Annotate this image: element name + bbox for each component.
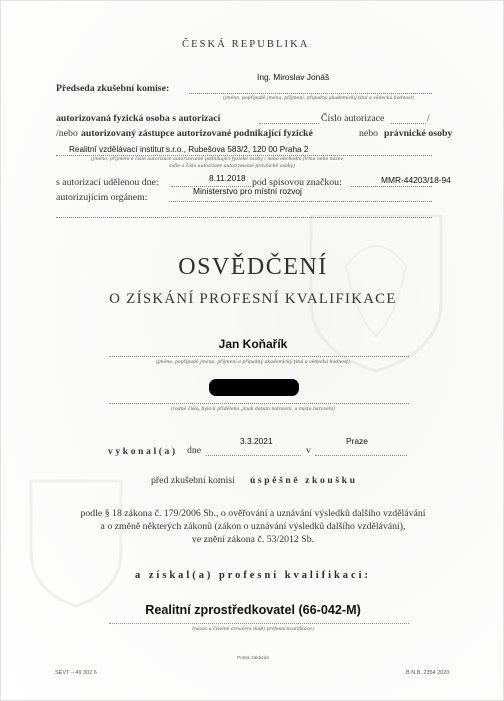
file-number-dotline (351, 186, 432, 187)
exam-place: Praze (346, 436, 368, 446)
qualification-dotline (109, 623, 409, 624)
holder-name-dotline (109, 356, 409, 357)
or-word: nebo (359, 128, 379, 139)
institute-name: Realitní vzdělávací institut s.r.o., Rubešova 583/2, 120 00 Praha 2 (69, 145, 309, 154)
chair-name: Ing. Miroslav Jonáš (257, 72, 330, 82)
chair-label: Předseda zkušební komise: (56, 83, 170, 94)
legal-person-label: právnické osoby (384, 128, 453, 139)
certificate-title: OSVĚDČENÍ (178, 254, 328, 280)
authorization-dotline (259, 123, 319, 124)
exam-place-dotline (315, 455, 407, 456)
granted-date: 8.11.2018 (209, 173, 246, 183)
qualification-acquired-label: a získal(a) profesní kvalifikaci: (135, 570, 371, 581)
institute-dotline (56, 155, 432, 156)
certificate-subtitle: O ZÍSKÁNÍ PROFESNÍ KVALIFIKACE (109, 291, 397, 307)
law-line-1: podle § 18 zákona č. 179/2006 Sb., o ověřování a uznávání výsledků dalšího vzdělávání (80, 508, 426, 519)
authority-label: autorizujícím orgánem: (56, 192, 148, 203)
file-number: MMR-44203/18-94 (381, 175, 451, 185)
footer-center-notice: Potisk zakázán (236, 656, 270, 661)
authorization-number-dotline (391, 123, 426, 124)
institute-note-line-1: (jméno, příjmení a číslo autorizace autorizované podnikající fyzické osoby / nebo obchodní firma nebo název, (91, 157, 345, 162)
qualification-name: Realitní zprostředkovatel (66-042-M) (145, 603, 361, 617)
blank-dotline (56, 217, 432, 218)
institute-note-line-2: sídlo a číslo autorizace autorizované právnické osoby) (169, 164, 295, 169)
authority-dotline (169, 201, 432, 202)
holder-name: Jan Koňařík (218, 337, 288, 351)
file-number-label: pod spisovou značkou: (252, 177, 342, 188)
qualification-note: (název a číselné označení (kód) profesní kvalifikace) (192, 627, 314, 632)
representative-label: autorizovaný zástupce autorizované podnikající fyzické (81, 128, 313, 139)
exam-place-label: v (306, 445, 311, 456)
authority-name: Ministerstvo pro místní rozvoj (193, 186, 302, 196)
authorized-person-label: autorizovaná fyzická osoba s autorizací (56, 113, 221, 124)
exam-date: 3.3.2021 (240, 436, 273, 446)
granted-date-label: s autorizací udělenou dne: (56, 177, 159, 188)
country-heading: ČESKÁ REPUBLIKA (182, 39, 310, 50)
redacted-birth-number (209, 379, 299, 396)
holder-name-note: (jméno, popřípadě jména, příjmení a případný akademický titul a vědecká hodnost) (156, 360, 350, 365)
exam-result: úspěšně zkoušku (250, 475, 358, 486)
exam-date-label: dne (187, 445, 202, 456)
law-line-3: ve znění zákona č. 53/2012 Sb. (191, 534, 315, 545)
birth-note: (rodné číslo, bylo-li přiděleno, jinak datum narození, a místo narození) (171, 407, 335, 412)
law-line-2: a o změně některých zákonů (zákon o uznávání výsledků dalšího vzdělávání), (100, 521, 406, 532)
performed-label: vykonal(a) (108, 446, 178, 457)
authorization-number-label: Číslo autorizace (321, 113, 385, 124)
footer-right-code: B.N.B. 2354 2020 (406, 670, 450, 676)
birth-dotline (109, 403, 409, 404)
or-prefix: /nebo (56, 128, 78, 139)
before-commission-text: před zkušební komisí (151, 475, 235, 486)
footer-left-code: SEVT – 49 302 6 (55, 670, 97, 676)
exam-date-dotline (206, 455, 301, 456)
chair-dotline (189, 93, 432, 94)
authorization-number-slash: / (427, 113, 430, 124)
chair-note: (jméno, popřípadě jména, příjmení, případný akademický titul a vědecká hodnost) (223, 96, 415, 101)
